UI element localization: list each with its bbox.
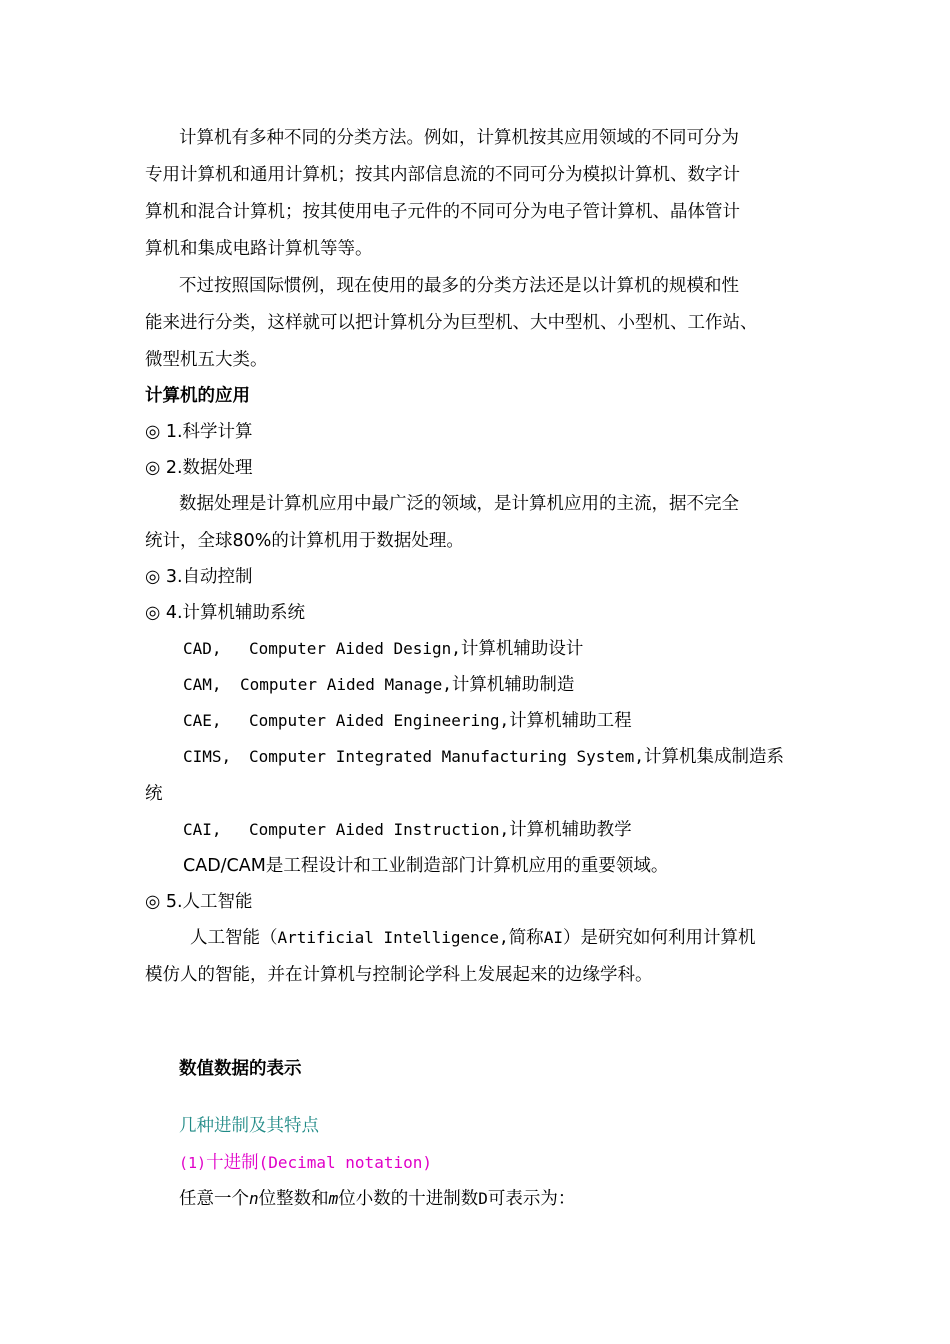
aided-full: Computer Aided Manage,计算机辅助制造 <box>240 675 575 695</box>
ai-line-2: 模仿人的智能，并在计算机与控制论学科上发展起来的边缘学科。 <box>145 965 653 985</box>
ai-line-1: 人工智能（Artificial Intelligence,简称AI）是研究如何利用计算机 <box>190 928 756 948</box>
list-item-artificial-intelligence: ◎ 5.人工智能 <box>145 892 253 912</box>
aided-row-cad <box>183 637 584 661</box>
paragraph-1-line-1: 计算机有多种不同的分类方法。例如，计算机按其应用领域的不同可分为 <box>179 128 739 148</box>
decimal-notation-heading: (1)十进制(Decimal notation) <box>179 1153 432 1173</box>
paragraph-1-line-3: 算机和混合计算机；按其使用电子元件的不同可分为电子管计算机、晶体管计 <box>145 202 740 222</box>
aided-row-cae <box>183 709 632 733</box>
data-processing-line-1: 数据处理是计算机应用中最广泛的领域，是计算机应用的主流，据不完全 <box>179 494 739 514</box>
aided-full: Computer Aided Design,计算机辅助设计 <box>249 639 584 659</box>
aided-abbr: CAM, <box>183 675 222 694</box>
aided-abbr: CAD, <box>183 639 222 658</box>
section-heading-numeric: 数值数据的表示 <box>179 1059 302 1079</box>
aided-abbr: CAI, <box>183 820 222 839</box>
list-item-data-processing: ◎ 2.数据处理 <box>145 458 253 478</box>
paragraph-2-line-1: 不过按照国际惯例，现在使用的最多的分类方法还是以计算机的规模和性 <box>179 276 739 296</box>
list-item-scientific-computing: ◎ 1.科学计算 <box>145 422 253 442</box>
aided-abbr: CIMS, <box>183 747 232 766</box>
data-processing-line-2: 统计，全球80%的计算机用于数据处理。 <box>145 531 464 551</box>
paragraph-1-line-4: 算机和集成电路计算机等等。 <box>145 239 373 259</box>
aided-row-cims <box>183 745 784 769</box>
list-item-automatic-control: ◎ 3.自动控制 <box>145 567 253 587</box>
aided-full: Computer Aided Engineering,计算机辅助工程 <box>249 711 632 731</box>
aided-row-cai <box>183 818 632 842</box>
aided-full: Computer Aided Instruction,计算机辅助教学 <box>249 820 632 840</box>
paragraph-2-line-2: 能来进行分类，这样就可以把计算机分为巨型机、大中型机、小型机、工作站、 <box>145 313 758 333</box>
paragraph-2-line-3: 微型机五大类。 <box>145 350 268 370</box>
paragraph-1-line-2: 专用计算机和通用计算机；按其内部信息流的不同可分为模拟计算机、数字计 <box>145 165 740 185</box>
list-item-computer-aided-systems: ◎ 4.计算机辅助系统 <box>145 603 306 623</box>
decimal-representation-line: 任意一个n位整数和m位小数的十进制数D可表示为： <box>179 1189 576 1209</box>
aided-row-cam <box>183 673 575 697</box>
section-heading-applications: 计算机的应用 <box>145 386 250 406</box>
aided-abbr: CAE, <box>183 711 222 730</box>
aided-full: Computer Integrated Manufacturing System,计算机集成制造系 <box>249 747 784 767</box>
subheading-number-systems: 几种进制及其特点 <box>179 1116 319 1136</box>
aided-row-cims-wrap: 统 <box>145 784 163 804</box>
cad-cam-sentence: CAD/CAM是工程设计和工业制造部门计算机应用的重要领域。 <box>183 856 669 876</box>
